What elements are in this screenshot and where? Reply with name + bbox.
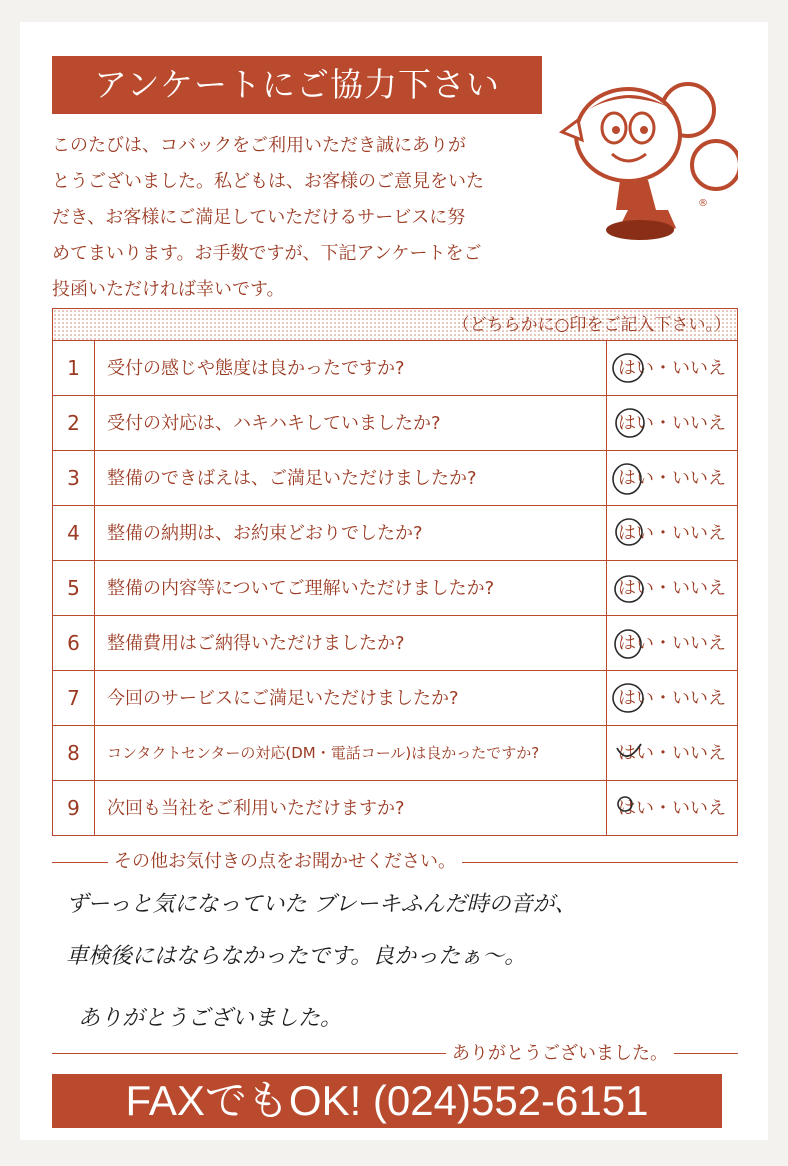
question-text: 整備のできばえは、ご満足いただけましたか?	[95, 451, 607, 505]
question-number: 1	[53, 341, 95, 395]
answer-options[interactable]	[607, 726, 737, 780]
question-row-9	[53, 781, 737, 836]
answer-options-label: はい・いいえ	[618, 743, 726, 764]
answer-options-label: はい・いいえ	[618, 688, 726, 709]
question-text: 次回も当社をご利用いただけますか?	[95, 781, 607, 836]
kobac-mascot-icon	[548, 70, 738, 250]
question-number: 2	[53, 396, 95, 450]
question-text: 今回のサービスにご満足いただけましたか?	[95, 671, 607, 725]
question-text: コンタクトセンターの対応(DM・電話コール)は良かったですか?	[95, 726, 607, 780]
answer-options[interactable]	[607, 671, 737, 725]
question-text: 整備の納期は、お約束どおりでしたか?	[95, 506, 607, 560]
question-number: 7	[53, 671, 95, 725]
question-row-4	[53, 506, 737, 561]
question-number: 9	[53, 781, 95, 836]
question-text: 受付の感じや態度は良かったですか?	[95, 341, 607, 395]
comment-thanks: ありがとうございました。	[446, 1042, 674, 1066]
question-row-8	[53, 726, 737, 781]
question-text: 整備費用はご納得いただけましたか?	[95, 616, 607, 670]
question-text: 整備の内容等についてご理解いただけましたか?	[95, 561, 607, 615]
handwritten-comment-line: 車検後にはならなかったです。良かったぁ〜。	[66, 944, 527, 969]
handwritten-comment-line: ずーっと気になっていた ブレーキふんだ時の音が、	[66, 892, 577, 917]
answer-options[interactable]	[607, 451, 737, 505]
question-number: 3	[53, 451, 95, 505]
question-row-5	[53, 561, 737, 616]
intro-text: このたびは、コバックをご利用いただき誠にありが とうございました。私どもは、お客様のご意見をいた だき、お客様にご満足していただけるサービスに努 めてまいります。お手数ですが、下記アンケートをご 投函いただければ幸いです。	[52, 135, 484, 300]
answer-options[interactable]	[607, 616, 737, 670]
comment-label: その他お気付きの点をお聞かせください。	[108, 850, 462, 874]
answer-options-label: はい・いいえ	[618, 468, 726, 489]
question-row-7	[53, 671, 737, 726]
question-number: 8	[53, 726, 95, 780]
answer-options[interactable]	[607, 396, 737, 450]
registered-mark: ®	[698, 198, 708, 209]
survey-table	[52, 308, 738, 836]
survey-instruction: （どちらかに○印をご記入下さい。）	[53, 309, 737, 341]
answer-options-label: はい・いいえ	[618, 523, 726, 544]
question-row-2	[53, 396, 737, 451]
answer-options[interactable]	[607, 561, 737, 615]
page-title: アンケートにご協力下さい	[52, 56, 542, 114]
answer-options-label: はい・いいえ	[618, 413, 726, 434]
question-row-3	[53, 451, 737, 506]
fax-banner: FAXでもOK! (024)552-6151	[52, 1074, 722, 1128]
answer-options-label: はい・いいえ	[618, 633, 726, 654]
question-row-1	[53, 341, 737, 396]
question-number: 6	[53, 616, 95, 670]
question-number: 5	[53, 561, 95, 615]
answer-options[interactable]	[607, 506, 737, 560]
answer-options-label: はい・いいえ	[618, 798, 726, 819]
handwritten-comment-line: ありがとうございました。	[78, 1006, 343, 1031]
comment-box[interactable]	[52, 851, 738, 1064]
answer-options-label: はい・いいえ	[618, 578, 726, 599]
question-number: 4	[53, 506, 95, 560]
question-text: 受付の対応は、ハキハキしていましたか?	[95, 396, 607, 450]
answer-options[interactable]	[607, 781, 737, 836]
answer-options-label: はい・いいえ	[618, 358, 726, 379]
question-row-6	[53, 616, 737, 671]
answer-options[interactable]	[607, 341, 737, 395]
